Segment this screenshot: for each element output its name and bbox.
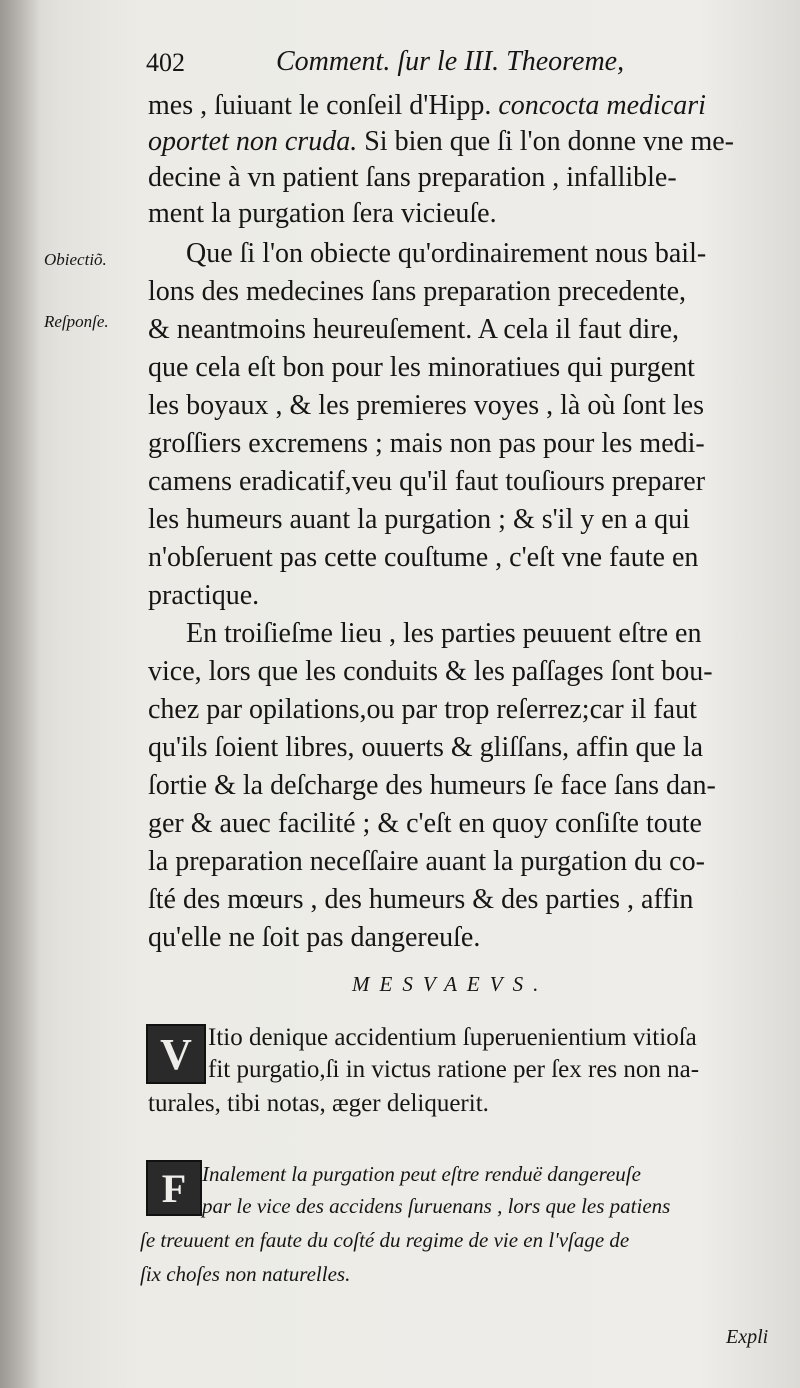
text-line-1 [148,90,706,122]
text-line-21: la preparation neceſſaire auant la purgation du co- [148,846,705,877]
latin-line-2: fit purgatio,ſi in victus ratione per ſex res non na- [208,1056,700,1083]
text-line-11: camens eradicatif,veu qu'il faut touſiours preparer [148,466,706,497]
latin-dropcap: V [146,1024,206,1084]
gutter-shadow [0,0,40,1388]
text-line-18: qu'ils ſoient libres, ouuerts & gliſſans, affin que la [148,732,704,763]
french-line-4: ſix choſes non naturelles. [140,1262,351,1286]
text-line-22: ſté des mœurs , des humeurs & des parties , affin [148,884,694,915]
text-line-23: qu'elle ne ſoit pas dangereuſe. [148,922,481,953]
french-line-2: par le vice des accidens ſuruenans , lors que les patiens [202,1194,671,1218]
text-line-17: chez par opilations,ou par trop reſerrez;car il faut [148,694,697,725]
french-dropcap: F [146,1160,202,1216]
text-line-3: decine à vn patient ſans preparation , infallible- [148,162,677,193]
text-line-8: que cela eſt bon pour les minoratiues qui purgent [148,352,695,383]
latin-line-3: turales, tibi notas, æger deliquerit. [148,1090,489,1117]
section-heading: MESVAEVS. [352,972,549,996]
latin-line-1: Itio denique accidentium ſuperuenientium vitioſa [208,1024,697,1051]
text-line-15: En troiſieſme lieu , les parties peuuent eſtre en [186,618,702,649]
text-line-2-italic: oportet non cruda. [148,126,358,157]
text-line-1-roman: mes , ſuiuant le conſeil d'Hipp. [148,90,492,121]
french-line-3: ſe treuuent en faute du coſté du regime de vie en l'vſage de [140,1228,630,1252]
text-line-2-roman: Si bien que ſi l'on donne vne me- [364,126,734,157]
running-title: Comment. ſur le III. Theoreme, [276,46,625,77]
text-line-14: practique. [148,580,260,611]
page-number: 402 [146,48,185,77]
french-line-1: Inalement la purgation peut eſtre renduë dangereuſe [202,1162,641,1186]
text-line-2 [148,126,734,158]
text-line-1-italic: concocta medicari [498,90,706,121]
page-header [146,44,786,94]
text-line-13: n'obſeruent pas cette couſtume , c'eſt vne faute en [148,542,699,573]
text-line-5: Que ſi l'on obiecte qu'ordinairement nous bail- [186,238,707,269]
margin-note-response: Reſponſe. [44,312,109,331]
text-line-4: ment la purgation ſera vicieuſe. [148,198,497,229]
text-line-6: lons des medecines ſans preparation precedente, [148,276,687,307]
text-line-10: groſſiers excremens ; mais non pas pour les medi- [148,428,705,459]
margin-note-objection: Obiectiõ. [44,250,107,269]
catchword: Expli [726,1326,769,1348]
text-line-9: les boyaux , & les premieres voyes , là où ſont les [148,390,704,421]
text-line-20: ger & auec facilité ; & c'eſt en quoy conſiſte toute [148,808,702,839]
text-line-7: & neantmoins heureuſement. A cela il faut dire, [148,314,680,345]
text-line-16: vice, lors que les conduits & les paſſages ſont bou- [148,656,713,687]
text-line-12: les humeurs auant la purgation ; & s'il y en a qui [148,504,690,535]
text-line-19: ſortie & la deſcharge des humeurs ſe face ſans dan- [148,770,716,801]
